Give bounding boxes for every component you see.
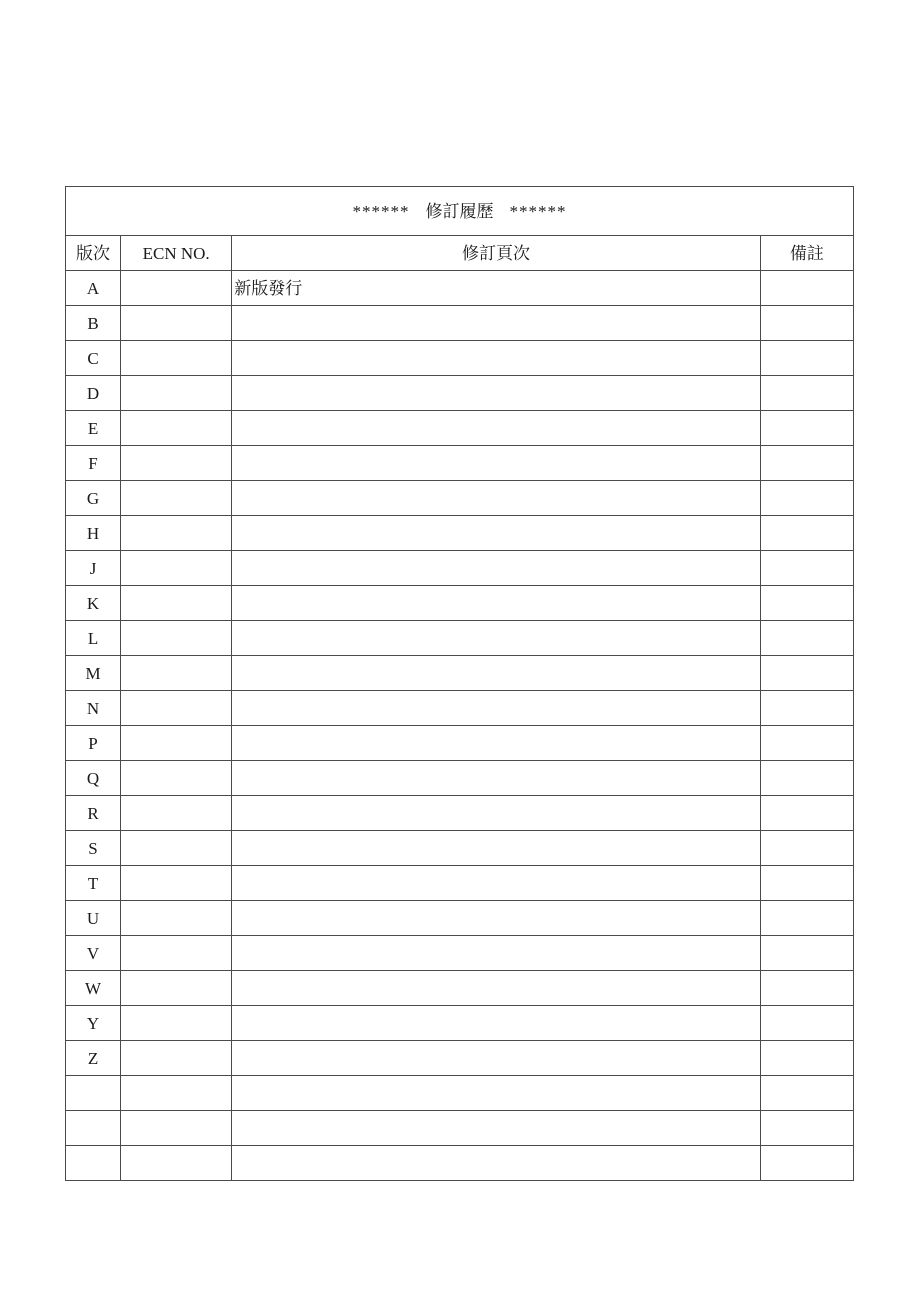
revised-pages-cell	[232, 796, 761, 831]
revised-pages-cell	[232, 376, 761, 411]
version-cell: K	[66, 586, 121, 621]
remarks-cell	[760, 796, 853, 831]
revised-pages-cell	[232, 971, 761, 1006]
table-row	[66, 656, 854, 691]
ecn-cell	[121, 1041, 232, 1076]
title-stars-right: ******	[509, 201, 567, 221]
revision-history-table	[65, 186, 854, 1181]
version-cell: J	[66, 551, 121, 586]
remarks-cell	[760, 621, 853, 656]
remarks-cell	[760, 726, 853, 761]
remarks-cell	[760, 1041, 853, 1076]
ecn-cell	[121, 376, 232, 411]
revised-pages-cell	[232, 446, 761, 481]
ecn-cell	[121, 306, 232, 341]
table-row	[66, 971, 854, 1006]
remarks-cell	[760, 1146, 853, 1181]
remarks-cell	[760, 901, 853, 936]
version-cell	[66, 1111, 121, 1146]
version-cell: G	[66, 481, 121, 516]
version-cell	[66, 1146, 121, 1181]
remarks-cell	[760, 691, 853, 726]
revised-pages-cell	[232, 761, 761, 796]
table-row	[66, 481, 854, 516]
header-version: 版次	[66, 236, 121, 271]
revised-pages-cell	[232, 691, 761, 726]
revised-pages-cell	[232, 1076, 761, 1111]
revised-pages-cell	[232, 621, 761, 656]
ecn-cell	[121, 831, 232, 866]
ecn-cell	[121, 901, 232, 936]
ecn-cell	[121, 1076, 232, 1111]
ecn-cell	[121, 341, 232, 376]
revised-pages-cell: 新版發行	[232, 271, 761, 306]
version-cell: C	[66, 341, 121, 376]
table-row	[66, 1111, 854, 1146]
ecn-cell	[121, 726, 232, 761]
title-row	[66, 187, 854, 236]
ecn-cell	[121, 936, 232, 971]
version-cell: N	[66, 691, 121, 726]
revised-pages-cell	[232, 411, 761, 446]
revised-pages-cell	[232, 1041, 761, 1076]
version-cell: H	[66, 516, 121, 551]
ecn-cell	[121, 1146, 232, 1181]
revised-pages-cell	[232, 866, 761, 901]
title-text: 修訂履歷	[425, 201, 494, 221]
ecn-cell	[121, 656, 232, 691]
remarks-cell	[760, 1076, 853, 1111]
version-cell: R	[66, 796, 121, 831]
revised-pages-cell	[232, 481, 761, 516]
remarks-cell	[760, 516, 853, 551]
table-row	[66, 306, 854, 341]
title-stars-left: ******	[352, 201, 410, 221]
revised-pages-cell	[232, 656, 761, 691]
revised-pages-cell	[232, 726, 761, 761]
revised-pages-cell	[232, 901, 761, 936]
remarks-cell	[760, 306, 853, 341]
version-cell: S	[66, 831, 121, 866]
ecn-cell	[121, 971, 232, 1006]
ecn-cell	[121, 271, 232, 306]
ecn-cell	[121, 621, 232, 656]
version-cell: Z	[66, 1041, 121, 1076]
remarks-cell	[760, 936, 853, 971]
table-row	[66, 761, 854, 796]
version-cell: T	[66, 866, 121, 901]
version-cell	[66, 1076, 121, 1111]
remarks-cell	[760, 446, 853, 481]
remarks-cell	[760, 1111, 853, 1146]
ecn-cell	[121, 796, 232, 831]
ecn-cell	[121, 446, 232, 481]
table-row	[66, 936, 854, 971]
version-cell: W	[66, 971, 121, 1006]
revised-pages-cell	[232, 1006, 761, 1041]
version-cell: A	[66, 271, 121, 306]
revised-pages-cell	[232, 936, 761, 971]
ecn-cell	[121, 586, 232, 621]
remarks-cell	[760, 341, 853, 376]
table-row	[66, 446, 854, 481]
version-cell: Q	[66, 761, 121, 796]
version-cell: L	[66, 621, 121, 656]
remarks-cell	[760, 971, 853, 1006]
table-title	[66, 187, 854, 236]
version-cell: D	[66, 376, 121, 411]
table-row	[66, 726, 854, 761]
header-row	[66, 236, 854, 271]
ecn-cell	[121, 866, 232, 901]
revised-pages-cell	[232, 1111, 761, 1146]
version-cell: V	[66, 936, 121, 971]
revised-pages-cell	[232, 831, 761, 866]
remarks-cell	[760, 271, 853, 306]
table-row	[66, 831, 854, 866]
version-cell: P	[66, 726, 121, 761]
remarks-cell	[760, 831, 853, 866]
ecn-cell	[121, 411, 232, 446]
header-remarks: 備註	[760, 236, 853, 271]
ecn-cell	[121, 761, 232, 796]
ecn-cell	[121, 551, 232, 586]
table-row	[66, 901, 854, 936]
revised-pages-cell	[232, 306, 761, 341]
ecn-cell	[121, 691, 232, 726]
version-cell: M	[66, 656, 121, 691]
remarks-cell	[760, 551, 853, 586]
remarks-cell	[760, 586, 853, 621]
remarks-cell	[760, 866, 853, 901]
table-row	[66, 621, 854, 656]
table-row	[66, 271, 854, 306]
ecn-cell	[121, 516, 232, 551]
table-row	[66, 1041, 854, 1076]
version-cell: F	[66, 446, 121, 481]
table-row	[66, 796, 854, 831]
table-row	[66, 1006, 854, 1041]
ecn-cell	[121, 481, 232, 516]
ecn-cell	[121, 1111, 232, 1146]
revised-pages-cell	[232, 586, 761, 621]
revised-pages-cell	[232, 341, 761, 376]
remarks-cell	[760, 761, 853, 796]
table-row	[66, 341, 854, 376]
table-row	[66, 551, 854, 586]
remarks-cell	[760, 376, 853, 411]
table-row	[66, 411, 854, 446]
table-row	[66, 1146, 854, 1181]
table-row	[66, 866, 854, 901]
revised-pages-cell	[232, 1146, 761, 1181]
remarks-cell	[760, 411, 853, 446]
remarks-cell	[760, 481, 853, 516]
remarks-cell	[760, 656, 853, 691]
table-row	[66, 376, 854, 411]
version-cell: B	[66, 306, 121, 341]
ecn-cell	[121, 1006, 232, 1041]
version-cell: E	[66, 411, 121, 446]
header-revised-pages: 修訂頁次	[232, 236, 761, 271]
table-row	[66, 516, 854, 551]
revised-pages-cell	[232, 516, 761, 551]
version-cell: Y	[66, 1006, 121, 1041]
revised-pages-cell	[232, 551, 761, 586]
table-row	[66, 1076, 854, 1111]
version-cell: U	[66, 901, 121, 936]
table-row	[66, 691, 854, 726]
table-row	[66, 586, 854, 621]
header-ecn-no: ECN NO.	[121, 236, 232, 271]
remarks-cell	[760, 1006, 853, 1041]
revision-history-sheet	[65, 186, 854, 1181]
